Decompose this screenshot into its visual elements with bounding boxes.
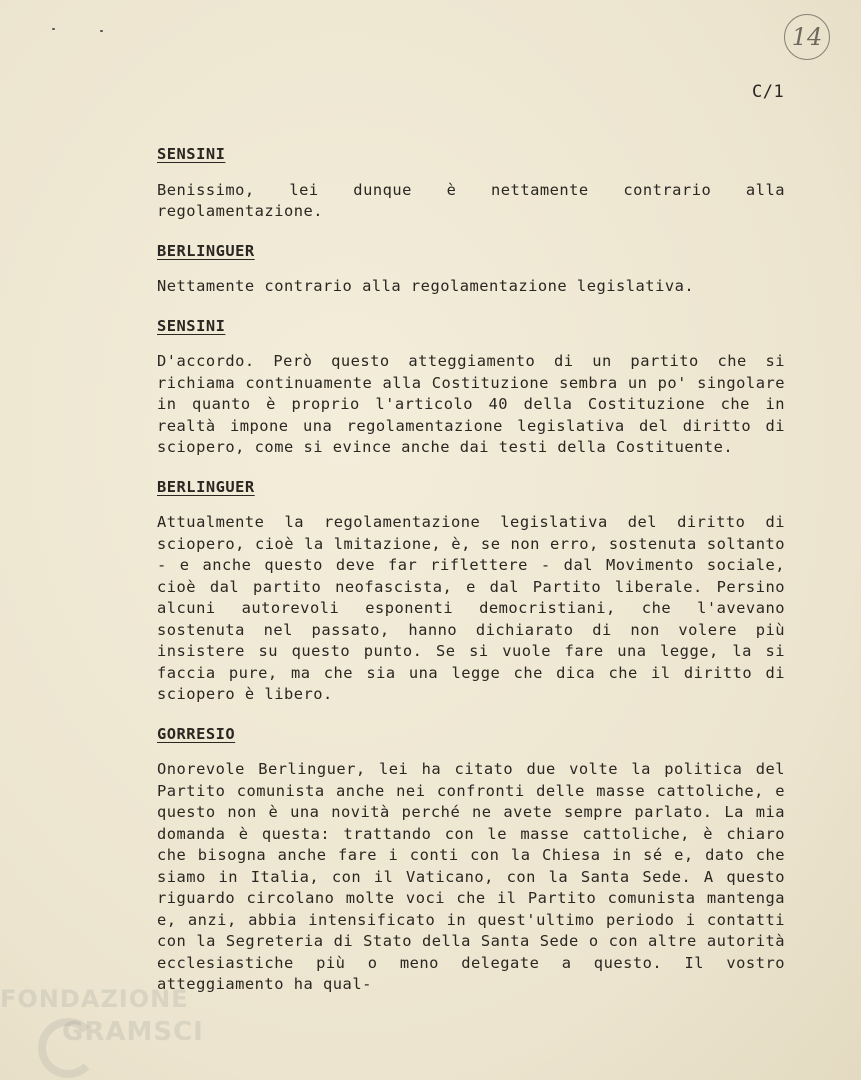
watermark-logo-icon: [38, 1018, 98, 1078]
speaker-text: D'accordo. Però questo atteggiamento di un partito che si richiama continuamente alla Costituzione sembra un po' singolare in quanto è proprio l'articolo 40 della Costituzione che in realtà impone una regolamentazione legislativa del diritto di sciopero, come si evince anche dai testi della Costituente.: [157, 352, 785, 456]
watermark-line-1: FONDAZIONE: [0, 985, 189, 1013]
speaker-text: Nettamente contrario alla regolamentazione legislativa.: [157, 277, 695, 295]
transcript-block: [157, 477, 785, 706]
speaker-name: SENSINI: [157, 316, 226, 335]
speaker-text: Benissimo, lei dunque è nettamente contrario alla regolamentazione.: [157, 180, 785, 220]
transcript-block: [157, 316, 785, 459]
speaker-name: GORRESIO: [157, 724, 236, 743]
transcript-block: [157, 241, 785, 298]
ink-speck: [100, 30, 103, 32]
page-number: 14: [791, 23, 823, 51]
watermark-line-2: GRAMSCI: [62, 1017, 204, 1047]
speaker-text: Onorevole Berlinguer, lei ha citato due volte la politica del Partito comunista anche nei confronti delle masse cattoliche, e questo non è una novità perché ne avete sempre parlato. La mia domanda è questa: trattando con le masse cattoliche, è chiaro che bisogna anche fare i conti con la Chiesa in sé e, dato che siamo in Italia, con il Vaticano, con la Santa Sede. A questo riguardo circolano molte voci che il Partito comunista mantenga e, anzi, abbia intensificato in quest'ultimo periodo i contatti con la Segreteria di Stato della Santa Sede o con altre autorità ecclesiastiche più o meno delegate a questo. Il vostro atteggiamento ha qual-: [157, 760, 785, 993]
ink-speck: [52, 28, 55, 30]
page-number-stamp: [784, 14, 830, 60]
document-reference: C/1: [752, 82, 785, 102]
speaker-name: BERLINGUER: [157, 241, 255, 260]
transcript-body: [157, 144, 785, 1014]
speaker-text: Attualmente la regolamentazione legislativa del diritto di sciopero, cioè la lmitazione, è, se non erro, sostenuta soltanto - e anche questo deve far riflettere - dal Movimento sociale, cioè dal partito neofascista, e dal Partito liberale. Persino alcuni autorevoli esponenti democristiani, che l'avevano sostenuta nel passato, hanno dichiarato di non volere più insistere su questo punto. Se si vuole fare una legge, la si faccia pure, ma che sia una legge che dica che il diritto di sciopero è libero.: [157, 513, 785, 703]
speaker-name: BERLINGUER: [157, 477, 255, 496]
speaker-name: SENSINI: [157, 145, 226, 163]
transcript-block: [157, 724, 785, 996]
transcript-block: [157, 144, 785, 223]
